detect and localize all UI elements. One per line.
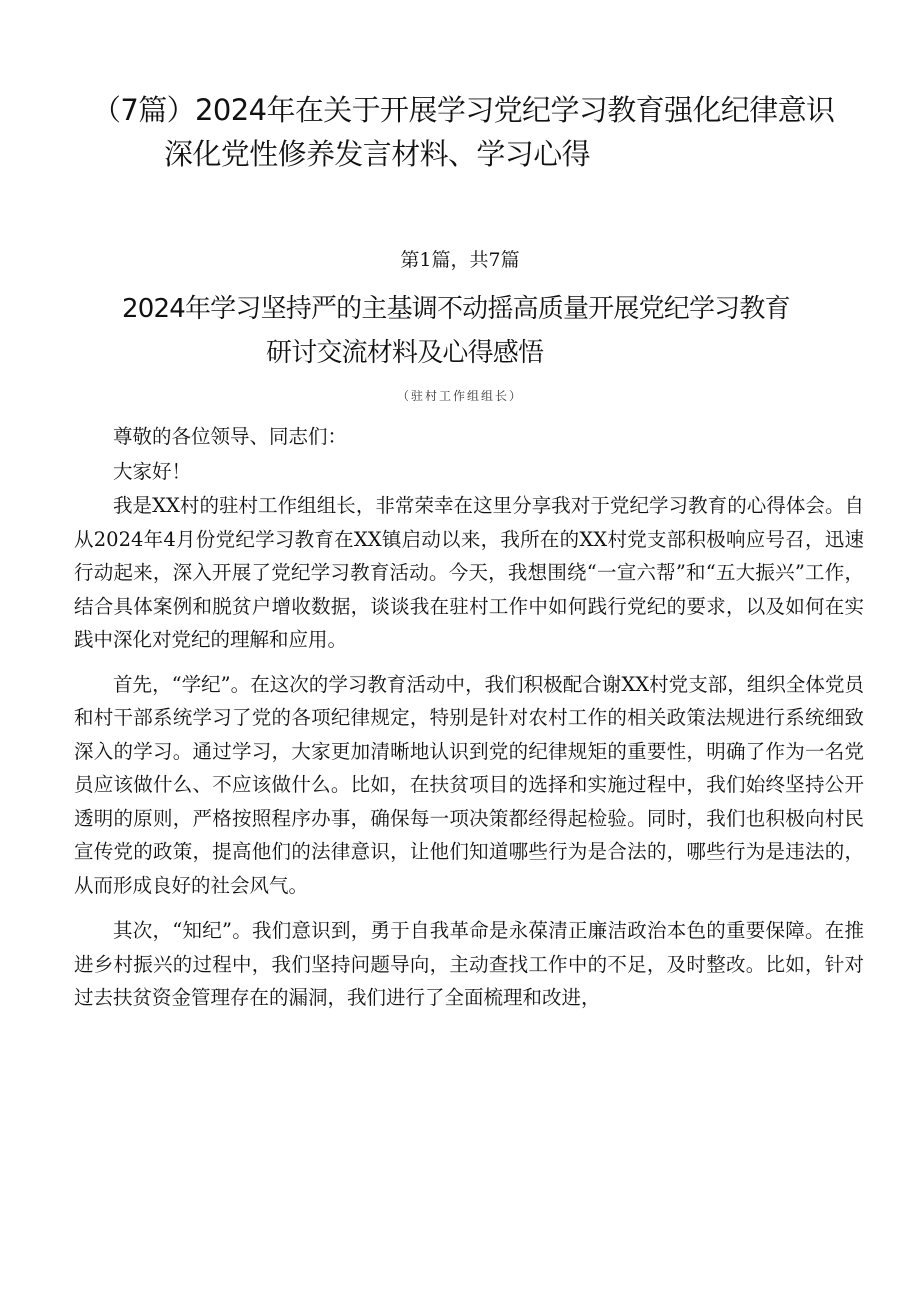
- author-byline: （驻村工作组组长）: [396, 389, 523, 403]
- article-title: [122, 287, 882, 375]
- article-title-line-2: 研讨交流材料及心得感悟: [266, 338, 544, 368]
- article-title-line-1: 2024年学习坚持严的主基调不动摇高质量开展党纪学习教育: [122, 294, 790, 324]
- document-title-line-1: （7篇）2024年在关于开展学习党纪学习教育强化纪律意识: [92, 93, 835, 127]
- body-paragraph: 我是XX村的驻村工作组组长，非常荣幸在这里分享我对于党纪学习教育的心得体会。自从2024年4月份党纪学习教育在XX镇启动以来，我所在的XX村党支部积极响应号召，迅速行动起来，深入开展了党纪学习教育活动。今天，我想围绕“一宣六帮”和“五大振兴”工作，结合具体案例和脱贫户增收数据，谈谈我在驻村工作中如何践行党纪的要求，以及如何在实践中深化对党纪的理解和应用。: [74, 494, 864, 651]
- greeting: 大家好！: [113, 459, 192, 483]
- document-title: [92, 88, 872, 176]
- part-counter: 第1篇，共7篇: [400, 249, 520, 271]
- document-title-line-2: 深化党性修养发言材料、学习心得: [164, 137, 591, 171]
- salutation: 尊敬的各位领导、同志们：: [113, 425, 348, 448]
- body-paragraph: 其次，“知纪”。我们意识到，勇于自我革命是永葆清正廉洁政治本色的重要保障。在推进乡村振兴的过程中，我们坚持问题导向，主动查找工作中的不足，及时整改。比如，针对过去扶贫资金管理存在的漏洞，我们进行了全面梳理和改进，: [74, 919, 864, 1009]
- body-paragraph: 首先，“学纪”。在这次的学习教育活动中，我们积极配合谢XX村党支部，组织全体党员和村干部系统学习了党的各项纪律规定，特别是针对农村工作的相关政策法规进行系统细致深入的学习。通过学习，大家更加清晰地认识到党的纪律规矩的重要性，明确了作为一名党员应该做什么、不应该做什么。比如，在扶贫项目的选择和实施过程中，我们始终坚持公开透明的原则，严格按照程序办事，确保每一项决策都经得起检验。同时，我们也积极向村民宣传党的政策，提高他们的法律意识，让他们知道哪些行为是合法的，哪些行为是违法的，从而形成良好的社会风气。: [74, 672, 864, 897]
- article-body: [74, 420, 864, 1015]
